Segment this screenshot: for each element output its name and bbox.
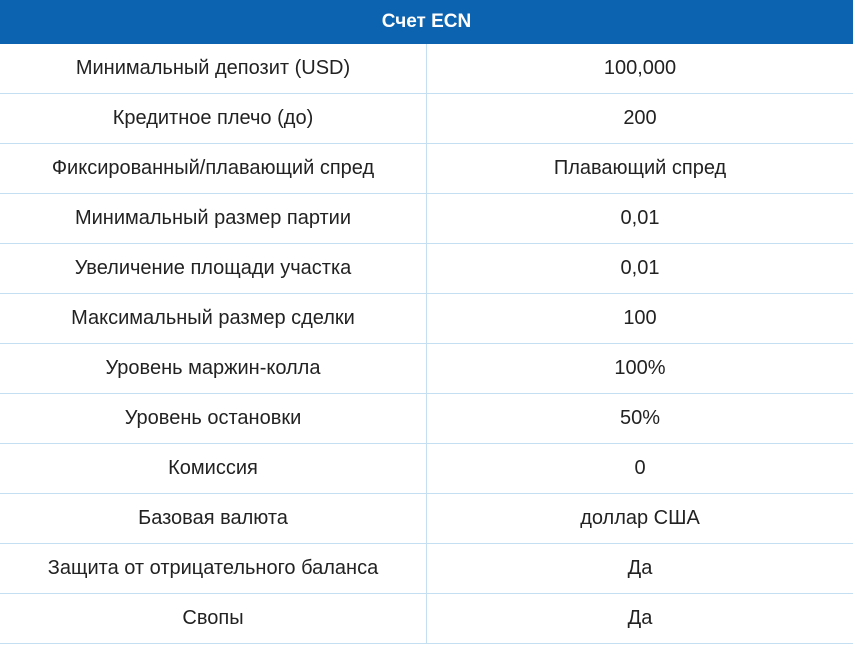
row-value: 0,01 [427,244,854,294]
table-row [0,94,853,144]
row-value: 100,000 [427,44,854,94]
row-param: Базовая валюта [0,494,427,544]
table-row [0,544,853,594]
row-value: Плавающий спред [427,144,854,194]
row-param: Комиссия [0,444,427,494]
table-header-row [0,0,853,44]
row-value: доллар США [427,494,854,544]
table-row [0,444,853,494]
row-value: 50% [427,394,854,444]
table-row [0,194,853,244]
table-row [0,144,853,194]
table-row [0,44,853,94]
table-title: Счет ECN [0,0,853,44]
row-param: Максимальный размер сделки [0,294,427,344]
row-value: 0 [427,444,854,494]
row-param: Уровень маржин-колла [0,344,427,394]
row-param: Минимальный размер партии [0,194,427,244]
row-param: Минимальный депозит (USD) [0,44,427,94]
table-row [0,294,853,344]
row-value: 100 [427,294,854,344]
table-row [0,344,853,394]
row-param: Уровень остановки [0,394,427,444]
table-row [0,244,853,294]
table-row [0,494,853,544]
row-param: Кредитное плечо (до) [0,94,427,144]
row-param: Увеличение площади участка [0,244,427,294]
table-row [0,394,853,444]
row-param: Свопы [0,594,427,644]
table-row [0,594,853,644]
row-value: Да [427,594,854,644]
row-value: 0,01 [427,194,854,244]
row-param: Фиксированный/плавающий спред [0,144,427,194]
row-param: Защита от отрицательного баланса [0,544,427,594]
row-value: 100% [427,344,854,394]
row-value: 200 [427,94,854,144]
row-value: Да [427,544,854,594]
